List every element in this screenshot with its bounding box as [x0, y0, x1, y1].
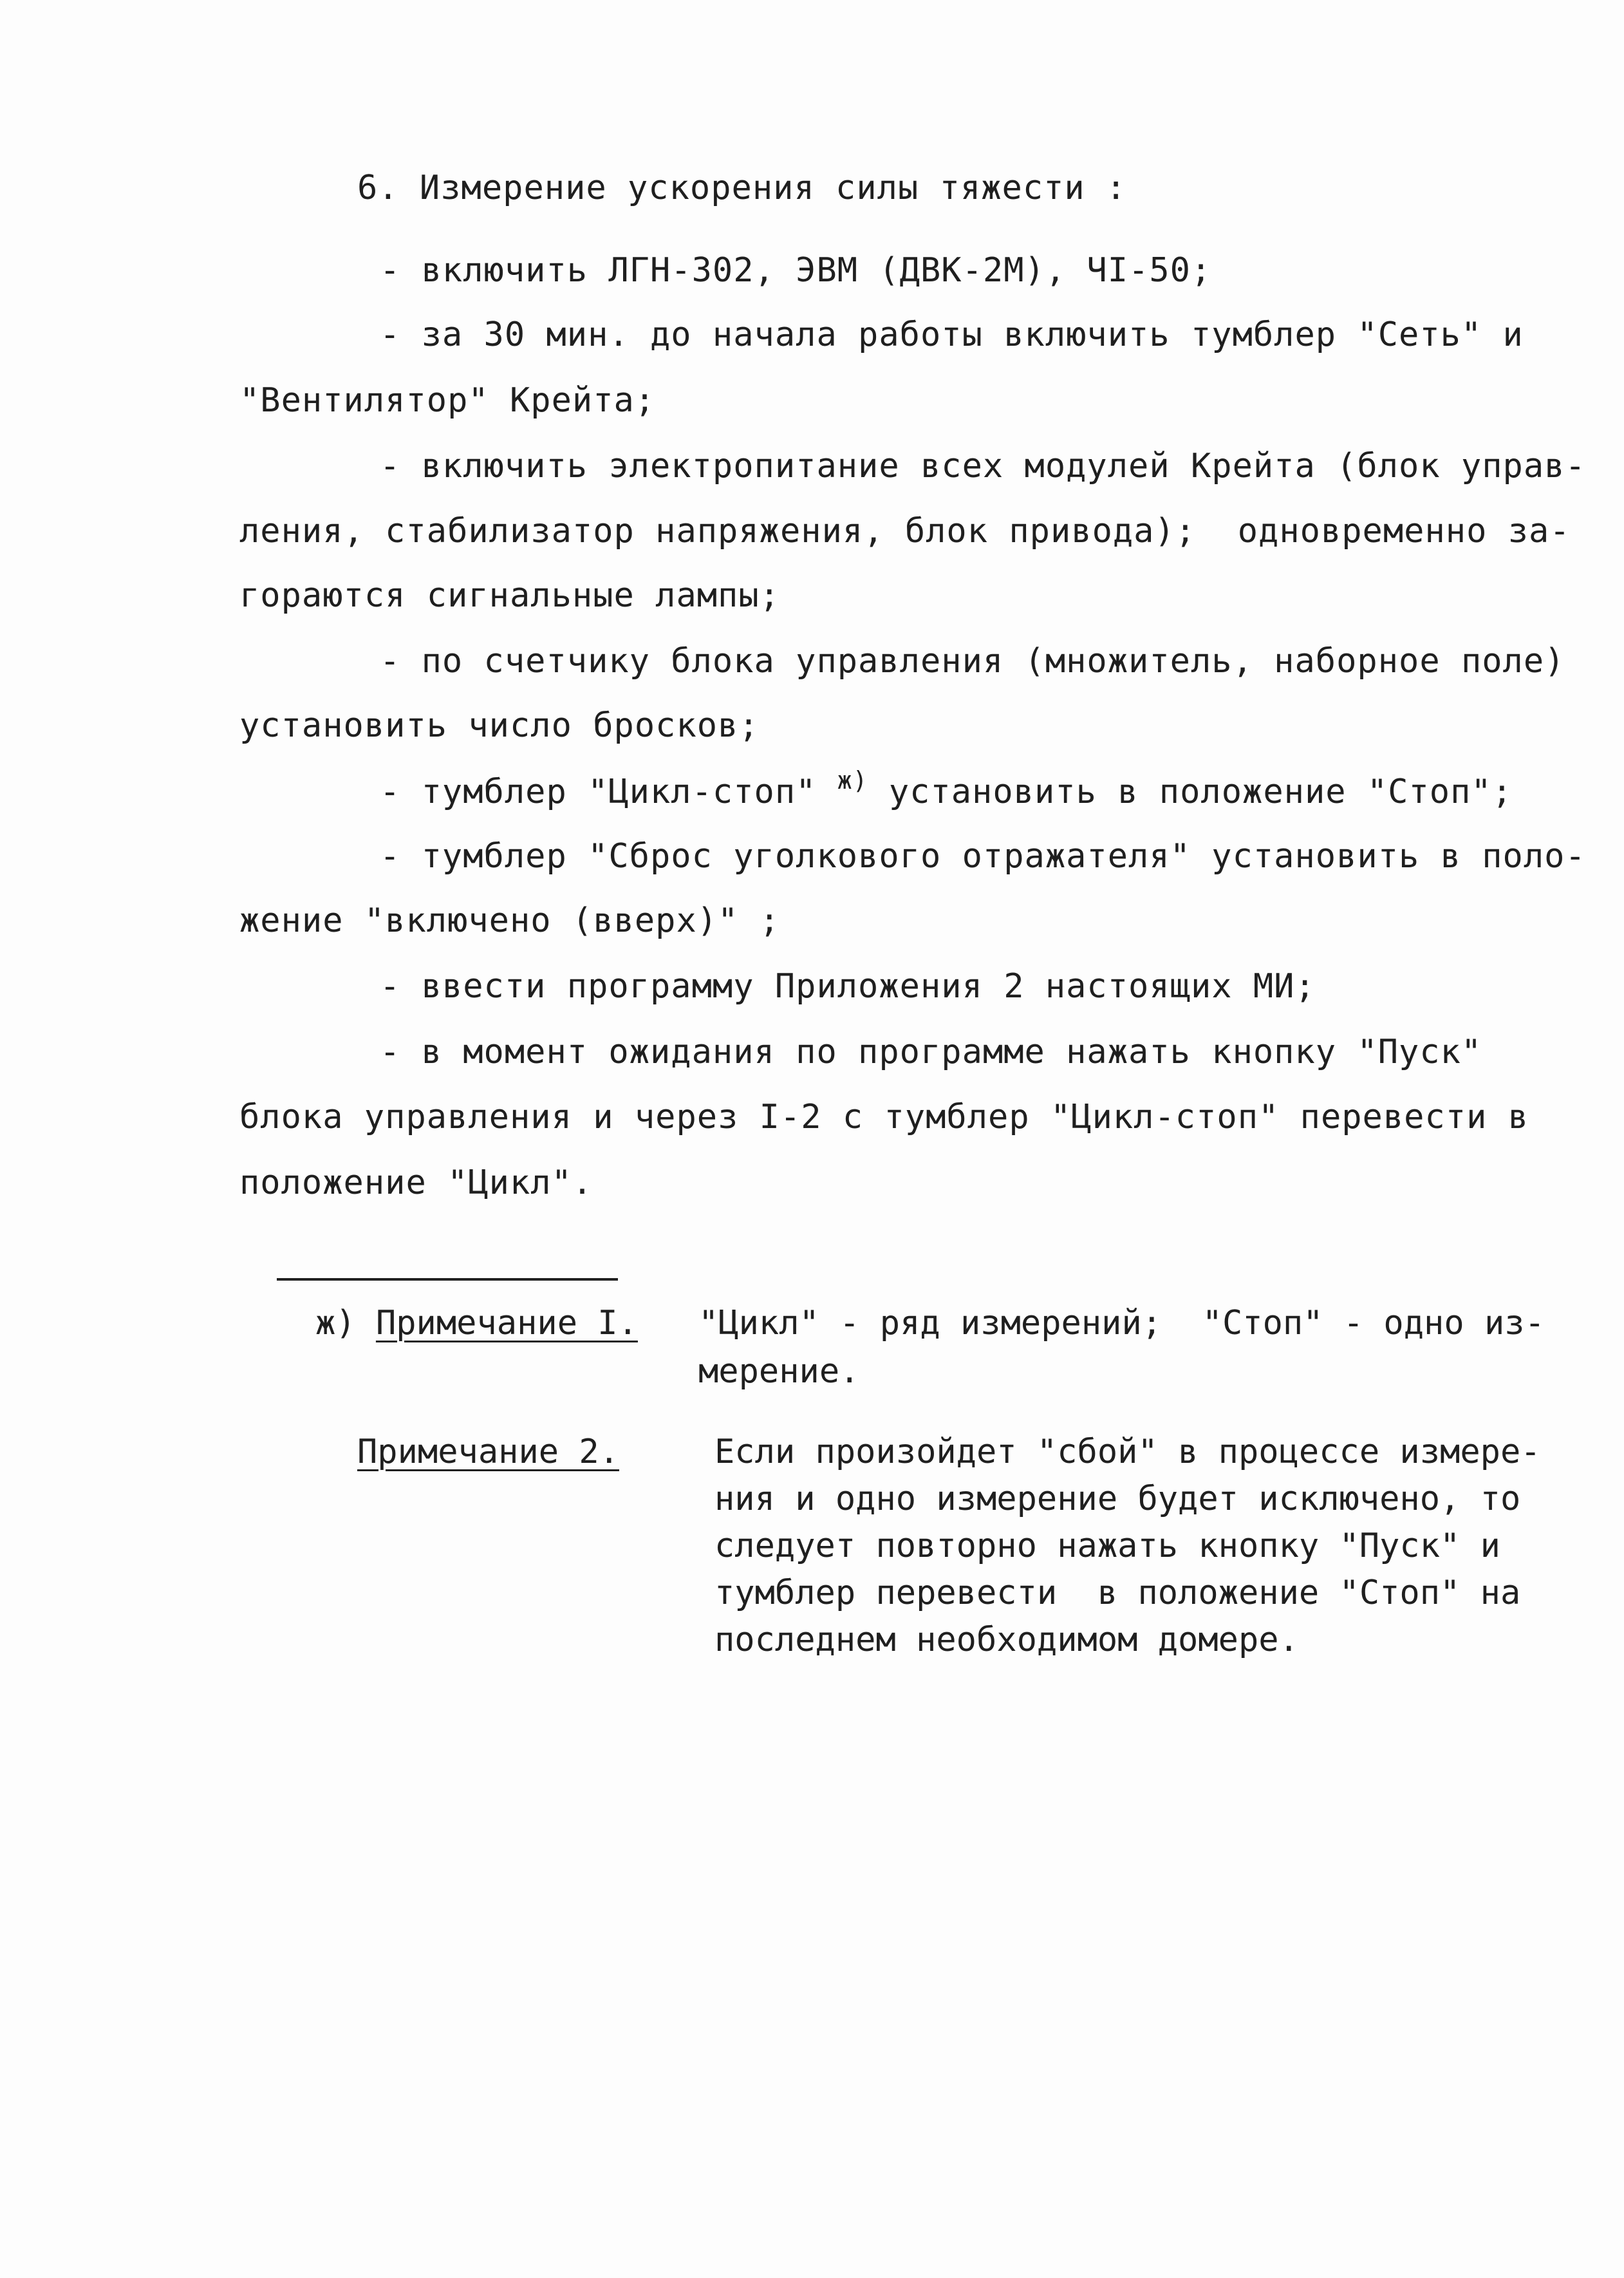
instruction-line-with-footnote: [380, 766, 1513, 811]
instruction-line: ления, стабилизатор напряжения, блок привода); одновременно за-: [239, 512, 1571, 551]
instruction-line: "Вентилятор" Крейта;: [239, 381, 656, 420]
note1-label: Примечание I.: [375, 1304, 638, 1342]
note1-mark: ж): [315, 1304, 356, 1342]
instruction-line: блока управления и через I-2 с тумблер "Цикл-стоп" перевести в: [239, 1098, 1529, 1136]
instruction-line: - ввести программу Приложения 2 настоящих МИ;: [380, 967, 1316, 1006]
note2-text-line: ния и одно измерение будет исключено, то: [714, 1480, 1521, 1518]
footnote-divider: [277, 1278, 618, 1281]
instruction-line: жение "включено (вверх)" ;: [239, 901, 780, 940]
instruction-text-tail: установить в положение "Стоп";: [868, 773, 1513, 811]
instruction-line: - включить электропитание всех модулей Крейта (блок управ-: [380, 447, 1586, 485]
instruction-line: - в момент ожидания по программе нажать кнопку "Пуск": [380, 1033, 1482, 1071]
note2-text-line: следует повторно нажать кнопку "Пуск" и: [714, 1527, 1500, 1565]
instruction-line: положение "Цикл".: [239, 1163, 593, 1202]
instruction-line: установить число бросков;: [239, 706, 760, 745]
instruction-text: - тумблер "Цикл-стоп": [380, 773, 837, 811]
note1-text-line: мерение.: [698, 1352, 860, 1391]
footnote-mark: ж): [837, 766, 868, 795]
instruction-line: гораются сигнальные лампы;: [239, 576, 780, 615]
instruction-line: - за 30 мин. до начала работы включить тумблер "Сеть" и: [380, 315, 1524, 354]
note2-text-line: тумблер перевести в положение "Стоп" на: [714, 1574, 1521, 1612]
instruction-line: - по счетчику блока управления (множитель, наборное поле): [380, 642, 1565, 681]
note2-text-line: Если произойдет "сбой" в процессе измере-: [714, 1433, 1541, 1471]
note2-text-line: последнем необходимом домере.: [714, 1621, 1299, 1659]
note1-label-group: [315, 1304, 638, 1342]
instruction-line: - тумблер "Сброс уголкового отражателя" установить в поло-: [380, 837, 1586, 876]
note2-label: Примечание 2.: [357, 1433, 619, 1471]
section-heading: 6. Измерение ускорения силы тяжести :: [357, 169, 1127, 207]
instruction-line: - включить ЛГН-302, ЭВМ (ДВК-2М), ЧI-50;: [380, 251, 1212, 290]
note1-text-line: "Цикл" - ряд измерений; "Стоп" - одно из-: [698, 1304, 1545, 1342]
